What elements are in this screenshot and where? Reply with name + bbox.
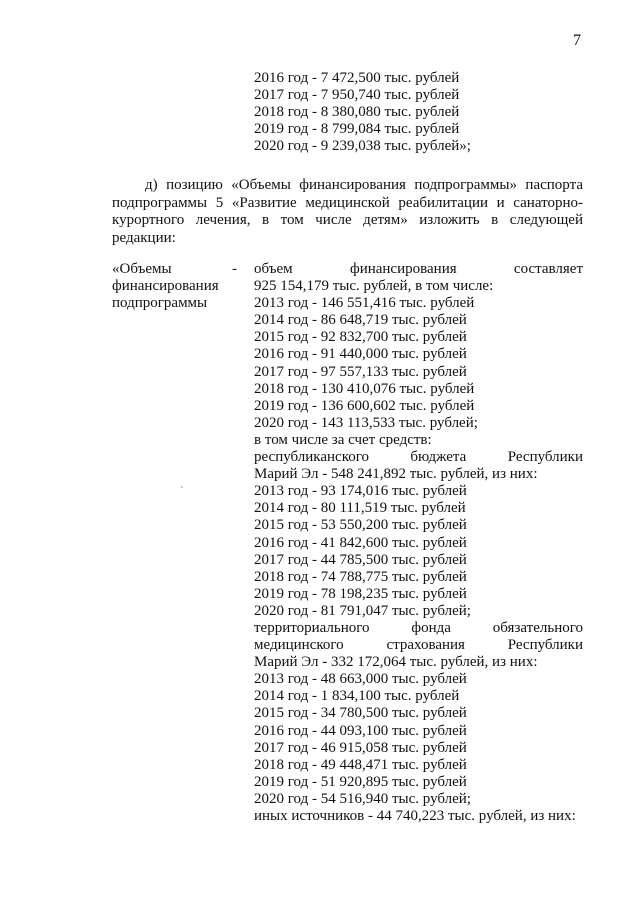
detail-line: 2018 год - 49 448,471 тыс. рублей: [254, 756, 467, 773]
table-label: [112, 261, 247, 312]
year-line: 2017 год - 7 950,740 тыс. рублей: [254, 87, 460, 103]
detail-line: 2018 год - 74 788,775 тыс. рублей: [254, 568, 467, 585]
detail-line: 2014 год - 1 834,100 тыс. рублей: [254, 688, 460, 705]
detail-line: 2020 год - 54 516,940 тыс. рублей;: [254, 790, 471, 807]
detail-line: 925 154,179 тыс. рублей, в том числе:: [254, 278, 494, 295]
detail-line: иных источников - 44 740,223 тыс. рублей, из них:: [254, 808, 576, 824]
detail-line: территориального фонда обязательного: [254, 619, 583, 636]
detail-line: Марий Эл - 548 241,892 тыс. рублей, из них:: [254, 466, 538, 483]
year-line: 2018 год - 8 380,080 тыс. рублей: [254, 104, 460, 120]
detail-line: в том числе за счет средств:: [254, 431, 432, 448]
detail-line: 2016 год - 41 842,600 тыс. рублей: [254, 534, 467, 551]
top-year-list: [254, 70, 471, 155]
detail-line: 2019 год - 136 600,602 тыс. рублей: [254, 397, 475, 414]
label-line: финансирования: [112, 278, 219, 294]
scan-speck: [181, 486, 183, 488]
detail-line: 2015 год - 53 550,200 тыс. рублей: [254, 517, 467, 534]
detail-line: 2014 год - 86 648,719 тыс. рублей: [254, 312, 467, 329]
detail-line: 2020 год - 143 113,533 тыс. рублей;: [254, 414, 478, 431]
detail-line: 2016 год - 91 440,000 тыс. рублей: [254, 346, 467, 363]
paragraph-line: д) позицию «Объемы финансирования подпрограммы» паспорта: [145, 177, 583, 193]
detail-line: 2013 год - 146 551,416 тыс. рублей: [254, 295, 475, 312]
paragraph-line: редакции:: [112, 229, 176, 246]
detail-line: 2016 год - 44 093,100 тыс. рублей: [254, 722, 467, 739]
detail-line: республиканского бюджета Республики: [254, 449, 583, 466]
financing-details: [254, 261, 583, 825]
detail-line: 2015 год - 92 832,700 тыс. рублей: [254, 329, 467, 346]
table-dash: -: [232, 261, 237, 277]
detail-line: 2018 год - 130 410,076 тыс. рублей: [254, 380, 475, 397]
detail-line: 2017 год - 44 785,500 тыс. рублей: [254, 551, 467, 568]
detail-line: 2015 год - 34 780,500 тыс. рублей: [254, 705, 467, 722]
detail-line: 2017 год - 46 915,058 тыс. рублей: [254, 739, 467, 756]
label-line: «Объемы: [112, 261, 172, 277]
detail-line: Марий Эл - 332 172,064 тыс. рублей, из них:: [254, 654, 538, 671]
detail-line: 2013 год - 48 663,000 тыс. рублей: [254, 671, 467, 688]
detail-line: объем финансирования составляет: [254, 261, 583, 277]
paragraph-line: курортного лечения, в том числе детям» изложить в следующей: [112, 212, 583, 228]
detail-line: 2019 год - 51 920,895 тыс. рублей: [254, 773, 467, 790]
year-line: 2016 год - 7 472,500 тыс. рублей: [254, 70, 460, 86]
detail-line: 2017 год - 97 557,133 тыс. рублей: [254, 363, 467, 380]
amendment-paragraph: [112, 177, 583, 247]
label-line: подпрограммы: [112, 295, 208, 311]
detail-line: 2019 год - 78 198,235 тыс. рублей: [254, 585, 467, 602]
detail-line: 2020 год - 81 791,047 тыс. рублей;: [254, 602, 471, 619]
year-line: 2020 год - 9 239,038 тыс. рублей»;: [254, 138, 471, 154]
detail-line: 2013 год - 93 174,016 тыс. рублей: [254, 483, 467, 500]
detail-line: медицинского страхования Республики: [254, 637, 583, 654]
detail-line: 2014 год - 80 111,519 тыс. рублей: [254, 500, 466, 517]
year-line: 2019 год - 8 799,084 тыс. рублей: [254, 121, 460, 137]
paragraph-line: подпрограммы 5 «Развитие медицинской реабилитации и санаторно-: [112, 194, 583, 211]
page-number: 7: [573, 32, 581, 49]
